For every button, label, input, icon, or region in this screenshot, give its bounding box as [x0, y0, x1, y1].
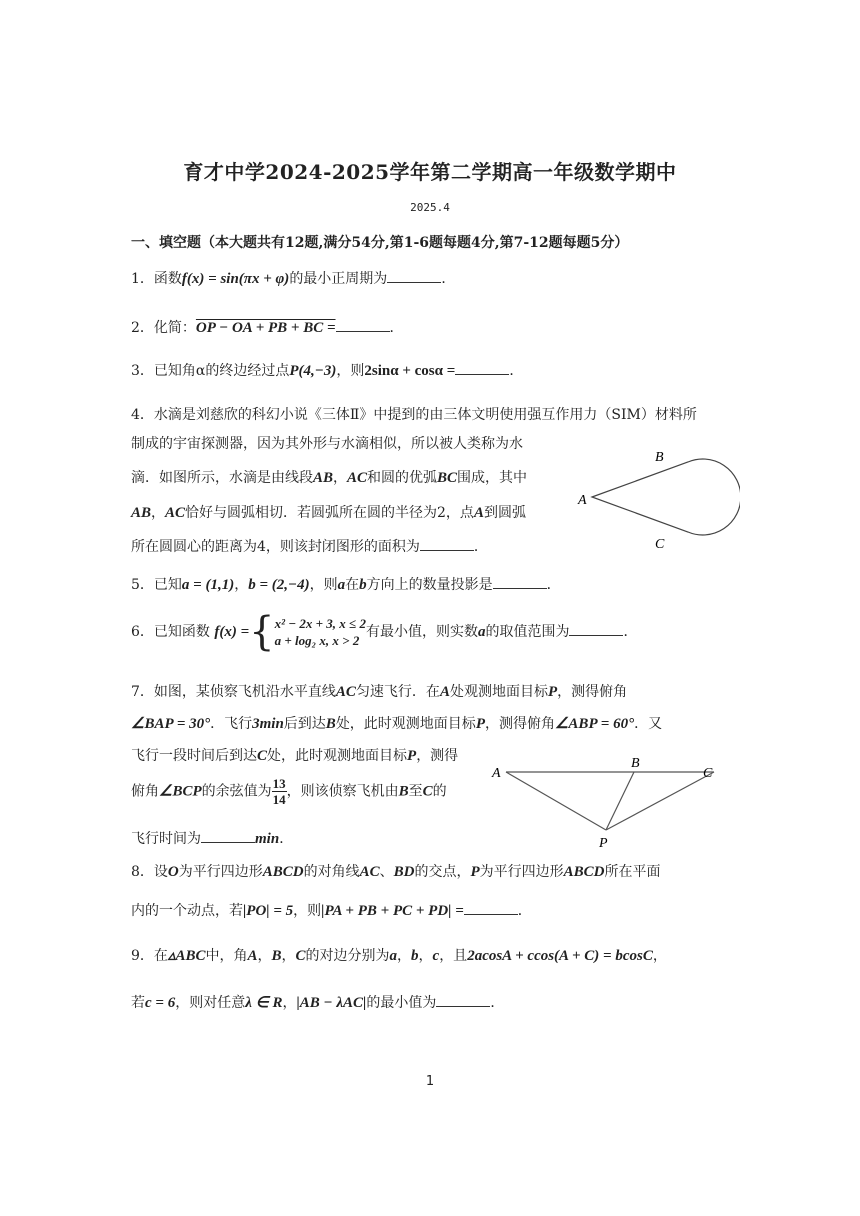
- q7-text: 处观测地面目标: [449, 684, 548, 700]
- q9-formula: λ ∈ R: [245, 995, 283, 1011]
- q6-answer-blank[interactable]: [569, 623, 623, 636]
- question-9-line-2: [131, 992, 504, 1012]
- q6-text: 的取值范围为: [485, 624, 570, 640]
- line-ap: [506, 772, 606, 830]
- water-drop-shape: [592, 459, 740, 535]
- q7-text: 匀速飞行．在: [355, 684, 440, 700]
- q6-text: 有最小值，则实数: [365, 624, 478, 640]
- q3-end: ．: [509, 363, 524, 379]
- q6-function: f(x) =: [214, 624, 250, 640]
- q6-var: a: [477, 624, 486, 640]
- label-c: C: [703, 766, 713, 781]
- q7-text: 飞行一段时间后到达: [131, 748, 257, 764]
- q5-text: ，: [234, 577, 249, 593]
- q7-var: P: [547, 684, 558, 700]
- q9-text: ，: [281, 948, 296, 964]
- q3-prefix: 3．已知角α的终边经过点: [131, 363, 290, 379]
- question-7-line-2: [131, 713, 662, 733]
- exam-date: 2025.4: [410, 201, 450, 214]
- q8-text: 、: [379, 864, 394, 880]
- q7-text: 的余弦值为: [201, 783, 272, 800]
- q7-text: ．飞行: [210, 716, 253, 732]
- q1-answer-blank[interactable]: [387, 270, 441, 283]
- q7-text: ，测得俯角: [484, 716, 555, 732]
- q8-text: 所在平面: [604, 864, 661, 880]
- q7-text: 7．如图，某侦察飞机沿水平直线: [131, 684, 336, 700]
- q4-var: AB: [313, 470, 334, 486]
- q9-text: 中，角: [205, 948, 248, 964]
- q7-var: P: [407, 748, 417, 764]
- question-7-line-1: [131, 681, 627, 701]
- q8-text: 为平行四边形: [479, 864, 564, 880]
- q8-text: 的对角线: [303, 864, 360, 880]
- q6-end: ．: [623, 624, 638, 640]
- q7-answer-blank[interactable]: [201, 830, 255, 843]
- q1-text: 的最小正周期为: [289, 271, 388, 287]
- q6-brace: {: [249, 609, 275, 655]
- q5-answer-blank[interactable]: [493, 576, 547, 589]
- q4-text: 到圆弧: [483, 505, 526, 521]
- label-a: A: [578, 493, 587, 508]
- question-7-line-5: [131, 828, 293, 848]
- q9-text: ，: [397, 948, 412, 964]
- q7-text: ．又: [634, 716, 663, 732]
- q4-var: AC: [165, 505, 186, 521]
- q9-formula: c = 6: [145, 995, 176, 1011]
- q7-text: ，则该侦察飞机由: [286, 783, 399, 800]
- question-1: [131, 268, 455, 288]
- q8-var: ABCD: [262, 864, 304, 880]
- q9-formula: 2acosA + ccos(A + C) = bcosC: [467, 948, 653, 964]
- question-8-line-1: [131, 861, 661, 881]
- q8-text: 内的一个动点，若: [131, 903, 243, 919]
- q7-end: ．: [279, 831, 294, 847]
- q5-text: 5．已知: [131, 577, 182, 593]
- q7-var: AC: [335, 684, 356, 700]
- q9-var: b: [411, 948, 419, 964]
- q9-text: 9．在: [131, 948, 168, 964]
- question-4-line-2: 制成的宇宙探测器，因为其外形与水滴相似，所以被人类称为水: [131, 436, 523, 452]
- q9-text: 的最小值为: [366, 995, 437, 1011]
- q9-text: ，则对任意: [175, 995, 246, 1011]
- q9-var: c: [432, 948, 440, 964]
- q3-point: P(4,−3): [289, 363, 337, 379]
- question-7-line-4: [131, 776, 447, 807]
- q7-text: ，测得俯角: [557, 684, 628, 700]
- page-title: 育才中学2024-2025学年第二学期高一年级数学期中: [183, 160, 677, 184]
- q4-var: AC: [347, 470, 368, 486]
- q2-answer-blank[interactable]: [336, 319, 390, 332]
- q3-formula: 2sinα + cosα =: [364, 363, 456, 379]
- question-5: [131, 574, 561, 594]
- q7-var: A: [439, 684, 450, 700]
- section-heading: 一、填空题（本大题共有12题,满分54分,第1-6题每题4分,第7-12题每题5分）: [131, 235, 629, 251]
- page-number: 1: [425, 1074, 435, 1089]
- q9-answer-blank[interactable]: [436, 994, 490, 1007]
- q9-var: C: [295, 948, 306, 964]
- q1-prefix: 1．函数: [131, 271, 182, 287]
- q8-text: ，则: [293, 903, 322, 919]
- line-cp: [606, 772, 714, 830]
- q5-text: ，则: [309, 577, 338, 593]
- q8-var: BD: [393, 864, 415, 880]
- q7-var: B: [325, 716, 336, 732]
- q8-end: ．: [517, 903, 532, 919]
- q1-end: ．: [441, 271, 456, 287]
- q5-var: a: [337, 577, 346, 593]
- q6-case-2: a + log₂ x, x > 2: [274, 633, 360, 648]
- q5-end: ．: [546, 577, 561, 593]
- q8-formula: |PA + PB + PC + PD| =: [321, 903, 464, 919]
- q7-text: 至: [408, 783, 423, 800]
- q8-var: P: [470, 864, 480, 880]
- q5-text: 方向上的数量投影是: [366, 577, 493, 593]
- question-6: [131, 609, 638, 655]
- q7-text: 俯角: [131, 783, 159, 800]
- q4-text: 围成，其中: [457, 470, 528, 486]
- q9-text: ，: [418, 948, 433, 964]
- flight-figure: [488, 752, 728, 852]
- q9-text: ，且: [439, 948, 468, 964]
- q7-text: 的: [432, 783, 447, 800]
- q2-prefix: 2．化简：: [131, 320, 196, 336]
- question-7-line-3: [131, 745, 458, 765]
- q8-text: 为平行四边形: [178, 864, 263, 880]
- q7-denominator: 14: [272, 792, 286, 807]
- q3-answer-blank[interactable]: [455, 362, 509, 375]
- label-b: B: [655, 450, 664, 465]
- q6-text: 6．已知函数: [131, 624, 210, 640]
- q8-text: 的交点，: [414, 864, 471, 880]
- question-9-line-1: [131, 945, 667, 965]
- q4-text: ，: [333, 470, 348, 486]
- q9-text: ，: [652, 948, 667, 964]
- q9-formula: |AB − λAC|: [296, 995, 367, 1011]
- question-4-line-1: 4．水滴是刘慈欣的科幻小说《三体Ⅱ》中提到的由三体文明使用强互作用力（SIM）材料所: [131, 407, 697, 423]
- q9-var: B: [271, 948, 282, 964]
- q7-numerator: 13: [272, 776, 286, 791]
- q7-text: 处，此时观测地面目标: [267, 748, 408, 764]
- q4-text: 恰好与圆弧相切．若圆弧所在圆的半径为2，点: [185, 505, 474, 521]
- q7-unit: min: [255, 831, 280, 847]
- q7-text: 后到达: [283, 716, 326, 732]
- q7-time: 3min: [252, 716, 284, 732]
- q5-vector-b: b = (2,−4): [248, 577, 310, 593]
- q4-end: ．: [473, 539, 488, 555]
- q8-var: AC: [359, 864, 380, 880]
- q6-case-1: x² − 2x + 3, x ≤ 2: [274, 616, 366, 631]
- q9-text: ，: [282, 995, 297, 1011]
- q5-vector-a: a = (1,1): [181, 577, 235, 593]
- q8-answer-blank[interactable]: [464, 902, 518, 915]
- label-p: P: [599, 836, 608, 851]
- q2-end: ．: [389, 320, 404, 336]
- question-4-line-4: [131, 502, 526, 522]
- q4-text: 滴．如图所示，水滴是由线段: [131, 470, 313, 486]
- q5-var: b: [359, 577, 367, 593]
- q7-angle: ∠BAP = 30°: [131, 716, 211, 732]
- question-2: [131, 317, 404, 337]
- q4-text: 和圆的优弧: [367, 470, 438, 486]
- q4-text: 所在圆圆心的距离为4，则该封闭图形的面积为: [131, 539, 420, 555]
- q7-angle: ∠BCP: [159, 783, 202, 800]
- q9-end: ．: [490, 995, 505, 1011]
- q9-text: 的对边分别为: [305, 948, 390, 964]
- q9-var: ▵ABC: [167, 948, 206, 964]
- q7-text: ，测得: [416, 748, 459, 764]
- q8-text: 8．设: [131, 864, 168, 880]
- q7-var: C: [257, 748, 268, 764]
- q7-text: 飞行时间为: [131, 831, 201, 847]
- q9-text: ，: [257, 948, 272, 964]
- label-a: A: [492, 766, 501, 781]
- q1-formula: f(x) = sin(πx + φ): [181, 271, 290, 287]
- q4-var: AB: [131, 505, 152, 521]
- question-8-line-2: [131, 900, 532, 920]
- q7-var: C: [422, 783, 433, 800]
- q7-var: P: [475, 716, 485, 732]
- q7-text: 处，此时观测地面目标: [335, 716, 476, 732]
- q8-var: ABCD: [563, 864, 605, 880]
- water-drop-figure: [570, 440, 740, 560]
- label-c: C: [655, 537, 665, 552]
- q7-var: B: [398, 783, 409, 800]
- q4-var: A: [473, 505, 484, 521]
- q8-formula: |PO| = 5: [243, 903, 294, 919]
- question-4-line-5: [131, 536, 488, 556]
- q4-text: ，: [151, 505, 166, 521]
- q9-var: A: [247, 948, 258, 964]
- q4-var: BC: [437, 470, 458, 486]
- q4-answer-blank[interactable]: [420, 538, 474, 551]
- q2-formula: OP − OA + PB + BC =: [195, 320, 336, 336]
- q5-text: 在: [345, 577, 360, 593]
- q9-text: 若: [131, 995, 145, 1011]
- q7-angle: ∠ABP = 60°: [554, 716, 635, 732]
- question-4-line-3: [131, 467, 527, 487]
- q9-var: a: [389, 948, 398, 964]
- q6-piecewise: [275, 615, 366, 649]
- q8-var: O: [167, 864, 179, 880]
- question-3: [131, 360, 523, 380]
- label-b: B: [631, 756, 640, 771]
- q3-mid: ，则: [336, 363, 365, 379]
- line-bp: [606, 772, 634, 830]
- q7-fraction: [272, 776, 287, 807]
